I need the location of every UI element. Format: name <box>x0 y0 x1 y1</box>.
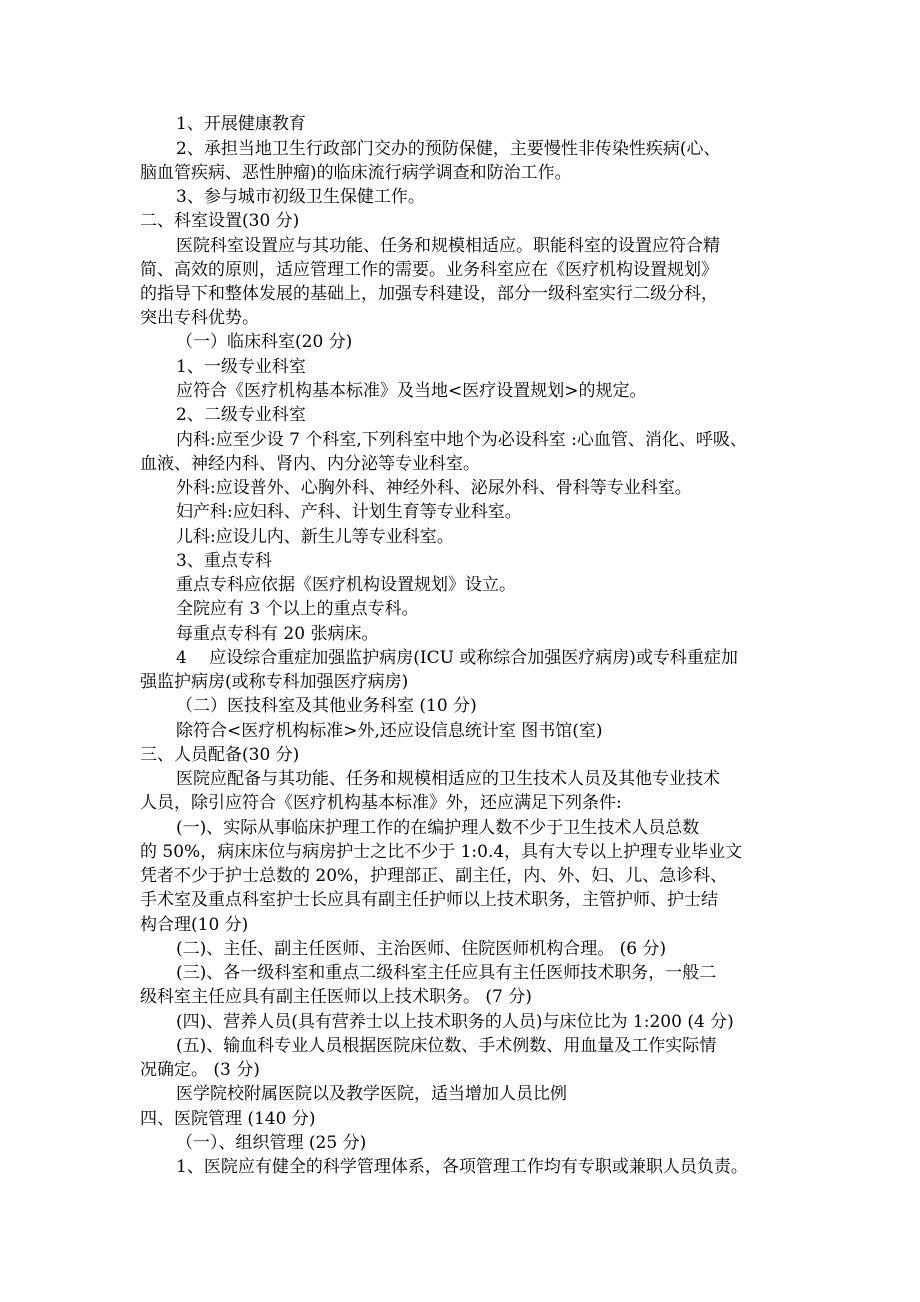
text-line: 医学院校附属医院以及教学医院，适当增加人员比例 <box>176 1084 567 1104</box>
text-line: 血液、神经内科、肾内、内分泌等专业科室。 <box>140 454 480 474</box>
text-line: 医院科室设置应与其功能、任务和规模相适应。职能科室的设置应符合精 <box>176 236 720 256</box>
section-heading: 三、人员配备(30 分) <box>140 745 300 765</box>
text-line: 妇产科:应妇科、产科、计划生育等专业科室。 <box>176 502 522 522</box>
text-line: 4 应设综合重症加强监护病房(ICU 或称综合加强医疗病房)或专科重症加 <box>176 648 738 668</box>
text-line: 1、医院应有健全的科学管理体系，各项管理工作均有专职或兼职人员负责。 <box>176 1157 748 1177</box>
text-line: 脑血管疾病、恶性肿瘤)的临床流行病学调查和防治工作。 <box>140 163 572 183</box>
text-line: (一)、实际从事临床护理工作的在编护理人数不少于卫生技术人员总数 <box>176 818 700 838</box>
text-line: 1、开展健康教育 <box>176 114 306 134</box>
text-line: 外科:应设普外、心胸外科、神经外科、泌尿外科、骨科等专业科室。 <box>176 478 692 498</box>
text-line: 2、承担当地卫生行政部门交办的预防保健，主要慢性非传染性疾病(心、 <box>176 139 721 159</box>
subsection-heading: （一）、组织管理 (25 分) <box>176 1133 367 1153</box>
text-line: 构合理(10 分) <box>140 915 249 935</box>
text-line: 手术室及重点科室护士长应具有副主任护师以上技术职务，主管护师、护士结 <box>140 890 718 910</box>
text-line: 况确定。 (3 分) <box>140 1060 260 1080</box>
text-line: 重点专科应依据《医疗机构设置规划》设立。 <box>176 575 516 595</box>
text-line: 应符合《医疗机构基本标准》及当地<医疗设置规划>的规定。 <box>176 381 647 401</box>
text-line: 2、二级专业科室 <box>176 405 306 425</box>
text-line: 人员，除引应符合《医疗机构基本标准》外，还应满足下列条件: <box>140 793 622 813</box>
text-line: 突出专科优势。 <box>140 308 259 328</box>
text-line: 的 50%，病床床位与病房护士之比不少于 1:0.4，具有大专以上护理专业毕业文 <box>140 842 743 862</box>
text-line: (五)、输血科专业人员根据医院床位数、手术例数、用血量及工作实际情 <box>176 1036 717 1056</box>
section-heading: 四、医院管理 (140 分) <box>140 1109 316 1129</box>
text-line: 除符合<医疗机构标准>外,还应设信息统计室 图书馆(室) <box>176 721 603 741</box>
text-line: 3、参与城市初级卫生保健工作。 <box>176 187 425 207</box>
text-line: 医院应配备与其功能、任务和规模相适应的卫生技术人员及其他专业技术 <box>176 769 720 789</box>
text-line: 内科:应至少设 7 个科室,下列科室中地个为必设科室 :心血管、消化、呼吸、 <box>176 430 747 450</box>
text-line: 1、一级专业科室 <box>176 357 306 377</box>
text-line: 每重点专科有 20 张病床。 <box>176 624 379 644</box>
text-line: 儿科:应设儿内、新生儿等专业科室。 <box>176 527 454 547</box>
text-line: (四)、营养人员(具有营养士以上技术职务的人员)与床位比为 1:200 (4 分) <box>176 1012 734 1032</box>
text-line: (二)、主任、副主任医师、主治医师、住院医师机构合理。 (6 分) <box>176 939 667 959</box>
subsection-heading: （二）医技科室及其他业务科室 (10 分) <box>176 696 477 716</box>
text-line: 全院应有 3 个以上的重点专科。 <box>176 599 419 619</box>
text-line: 3、重点专科 <box>176 551 272 571</box>
text-line: 级科室主任应具有副主任医师以上技术职务。 (7 分) <box>140 987 532 1007</box>
text-line: 强监护病房(或称专科加强医疗病房) <box>140 672 409 692</box>
text-line: 凭者不少于护士总数的 20%，护理部正、副主任，内、外、妇、儿、急诊科、 <box>140 866 728 886</box>
text-line: 的指导下和整体发展的基础上，加强专科建设，部分一级科室实行二级分科， <box>140 284 718 304</box>
text-line: 简、高效的原则，适应管理工作的需要。业务科室应在《医疗机构设置规划》 <box>140 260 718 280</box>
section-heading: 二、科室设置(30 分) <box>140 211 300 231</box>
subsection-heading: （一）临床科室(20 分) <box>176 332 353 352</box>
text-line: (三)、各一级科室和重点二级科室主任应具有主任医师技术职务，一般二 <box>176 963 717 983</box>
